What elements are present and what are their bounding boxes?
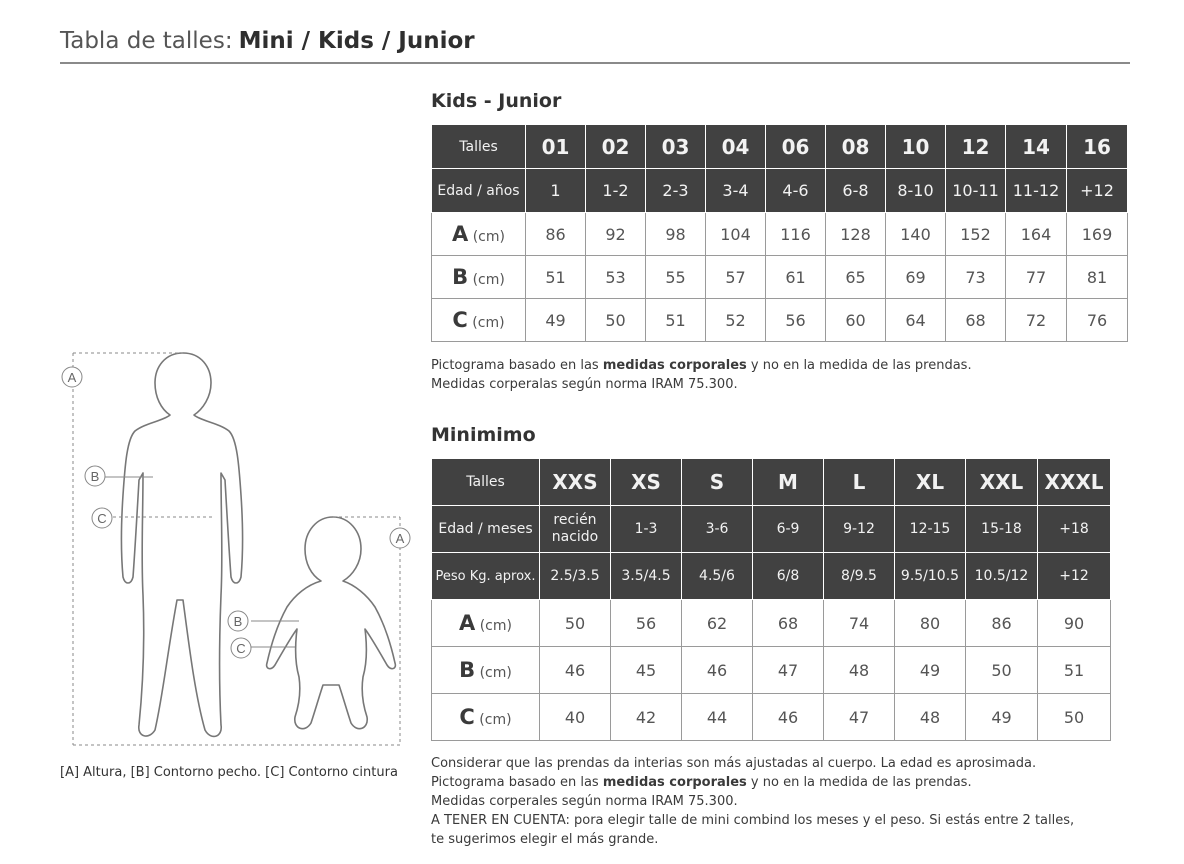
mini-note-line-4: A TENER EN CUENTA: pora elegir talle de mini combind los meses y el peso. Si estás entre 2 talles, (431, 813, 1075, 828)
measure-cell: 61 (766, 256, 826, 299)
age-cell: 9-12 (824, 506, 895, 553)
measure-cell: 51 (1038, 647, 1111, 694)
measure-unit: (cm) (472, 272, 505, 288)
mini-row-edad (432, 506, 1111, 553)
age-cell: 6-9 (753, 506, 824, 553)
kids-note-line-1: Pictograma basado en las medidas corporales y no en la medida de las prendas. (431, 358, 972, 373)
mini-row-c (432, 694, 1111, 741)
svg-text:A: A (67, 370, 77, 385)
size-cell: 10 (886, 125, 946, 169)
kids-row-a (432, 213, 1128, 256)
kids-row-talles (432, 125, 1128, 169)
body-measurement-pictogram (55, 345, 425, 750)
measure-cell: 72 (1006, 299, 1067, 342)
age-cell: 4-6 (766, 169, 826, 213)
measure-cell: 64 (886, 299, 946, 342)
mini-size-table (431, 458, 1111, 741)
size-cell: 16 (1067, 125, 1128, 169)
measure-unit: (cm) (479, 712, 512, 728)
weight-cell: 9.5/10.5 (895, 553, 966, 600)
size-cell: XXXL (1038, 459, 1111, 506)
marker-a-baby (390, 528, 410, 548)
measure-cell: 56 (611, 600, 682, 647)
measure-cell: 104 (706, 213, 766, 256)
row-label (432, 213, 526, 256)
svg-text:B: B (90, 469, 100, 484)
size-cell: XXL (966, 459, 1038, 506)
measure-cell: 169 (1067, 213, 1128, 256)
measure-letter: A (459, 611, 476, 635)
mini-row-b (432, 647, 1111, 694)
mini-row-a (432, 600, 1111, 647)
measure-cell: 73 (946, 256, 1006, 299)
measure-cell: 68 (946, 299, 1006, 342)
measure-cell: 49 (966, 694, 1038, 741)
mini-note-line-5: te sugerimos elegir el más grande. (431, 832, 659, 847)
kids-row-edad (432, 169, 1128, 213)
measure-cell: 50 (586, 299, 646, 342)
marker-c-child (92, 508, 112, 528)
measure-cell: 48 (824, 647, 895, 694)
kids-row-b (432, 256, 1128, 299)
mini-note-line-2: Pictograma basado en las medidas corporales y no en la medida de las prendas. (431, 775, 972, 790)
measure-cell: 128 (826, 213, 886, 256)
header-title: Mini / Kids / Junior (238, 28, 475, 54)
marker-c-baby (231, 638, 251, 658)
size-cell: 03 (646, 125, 706, 169)
measure-letter: C (452, 308, 468, 332)
header-prefix: Tabla de talles: (60, 28, 233, 54)
measure-cell: 81 (1067, 256, 1128, 299)
size-cell: XXS (540, 459, 611, 506)
age-cell: 11-12 (1006, 169, 1067, 213)
age-cell: 3-4 (706, 169, 766, 213)
row-label: Talles (432, 125, 526, 169)
measure-unit: (cm) (479, 618, 512, 634)
measure-cell: 152 (946, 213, 1006, 256)
mini-row-talles (432, 459, 1111, 506)
measure-cell: 55 (646, 256, 706, 299)
size-cell: 06 (766, 125, 826, 169)
measure-cell: 46 (682, 647, 753, 694)
measure-cell: 92 (586, 213, 646, 256)
measure-cell: 46 (753, 694, 824, 741)
kids-row-c (432, 299, 1128, 342)
age-cell: 2-3 (646, 169, 706, 213)
row-label (432, 694, 540, 741)
weight-cell: 10.5/12 (966, 553, 1038, 600)
weight-cell: +12 (1038, 553, 1111, 600)
row-label (432, 299, 526, 342)
size-cell: 01 (526, 125, 586, 169)
measure-cell: 86 (526, 213, 586, 256)
measure-cell: 47 (753, 647, 824, 694)
measure-cell: 50 (540, 600, 611, 647)
measure-cell: 69 (886, 256, 946, 299)
measure-letter: B (452, 265, 469, 289)
measure-cell: 80 (895, 600, 966, 647)
kids-note (431, 356, 972, 394)
mini-note-line-3: Medidas corperales según norma IRAM 75.300. (431, 794, 738, 809)
weight-cell: 6/8 (753, 553, 824, 600)
pictogram-legend: [A] Altura, [B] Contorno pecho. [C] Contorno cintura (60, 765, 398, 780)
kids-note-line-2: Medidas corperalas según norma IRAM 75.300. (431, 377, 738, 392)
kids-size-table (431, 124, 1128, 342)
age-cell: 10-11 (946, 169, 1006, 213)
measure-cell: 53 (586, 256, 646, 299)
measure-cell: 65 (826, 256, 886, 299)
measure-cell: 90 (1038, 600, 1111, 647)
measure-cell: 77 (1006, 256, 1067, 299)
measure-cell: 48 (895, 694, 966, 741)
measure-cell: 44 (682, 694, 753, 741)
age-cell: +18 (1038, 506, 1111, 553)
size-cell: M (753, 459, 824, 506)
measure-cell: 76 (1067, 299, 1128, 342)
mini-row-peso (432, 553, 1111, 600)
measure-cell: 42 (611, 694, 682, 741)
size-cell: 08 (826, 125, 886, 169)
age-cell: +12 (1067, 169, 1128, 213)
measure-unit: (cm) (472, 315, 505, 331)
measure-cell: 45 (611, 647, 682, 694)
row-label: Talles (432, 459, 540, 506)
weight-cell: 8/9.5 (824, 553, 895, 600)
age-cell: 1-2 (586, 169, 646, 213)
age-cell: 12-15 (895, 506, 966, 553)
marker-b-child (85, 466, 105, 486)
age-cell: recién nacido (540, 506, 611, 553)
size-cell: L (824, 459, 895, 506)
weight-cell: 2.5/3.5 (540, 553, 611, 600)
baby-figure (267, 517, 396, 729)
svg-text:A: A (395, 531, 405, 546)
measure-cell: 98 (646, 213, 706, 256)
measure-cell: 56 (766, 299, 826, 342)
svg-text:C: C (236, 641, 246, 656)
size-cell: XS (611, 459, 682, 506)
measure-unit: (cm) (472, 229, 505, 245)
measure-unit: (cm) (479, 665, 512, 681)
header-divider (60, 62, 1130, 64)
age-cell: 15-18 (966, 506, 1038, 553)
measure-cell: 57 (706, 256, 766, 299)
svg-text:C: C (97, 511, 107, 526)
weight-cell: 3.5/4.5 (611, 553, 682, 600)
age-cell: 3-6 (682, 506, 753, 553)
age-cell: 1-3 (611, 506, 682, 553)
size-cell: 14 (1006, 125, 1067, 169)
measure-cell: 51 (646, 299, 706, 342)
mini-section-title: Minimimo (431, 424, 536, 446)
size-cell: 04 (706, 125, 766, 169)
measure-cell: 50 (966, 647, 1038, 694)
age-cell: 6-8 (826, 169, 886, 213)
size-cell: 12 (946, 125, 1006, 169)
measure-cell: 50 (1038, 694, 1111, 741)
measure-cell: 68 (753, 600, 824, 647)
measure-cell: 40 (540, 694, 611, 741)
size-cell: XL (895, 459, 966, 506)
measure-cell: 86 (966, 600, 1038, 647)
measure-cell: 60 (826, 299, 886, 342)
row-label: Peso Kg. aprox. (432, 553, 540, 600)
measure-cell: 46 (540, 647, 611, 694)
weight-cell: 4.5/6 (682, 553, 753, 600)
measure-cell: 140 (886, 213, 946, 256)
marker-a-child (62, 367, 82, 387)
row-label (432, 256, 526, 299)
marker-b-baby (228, 611, 248, 631)
measure-cell: 74 (824, 600, 895, 647)
size-cell: S (682, 459, 753, 506)
measure-cell: 116 (766, 213, 826, 256)
measure-cell: 62 (682, 600, 753, 647)
age-cell: 1 (526, 169, 586, 213)
page-header (60, 28, 475, 54)
mini-notes (431, 754, 1074, 849)
measure-cell: 49 (895, 647, 966, 694)
measure-cell: 164 (1006, 213, 1067, 256)
measure-cell: 51 (526, 256, 586, 299)
kids-section-title: Kids - Junior (431, 90, 562, 112)
size-cell: 02 (586, 125, 646, 169)
row-label: Edad / años (432, 169, 526, 213)
measure-letter: C (459, 705, 475, 729)
measure-letter: A (452, 222, 469, 246)
row-label: Edad / meses (432, 506, 540, 553)
age-cell: 8-10 (886, 169, 946, 213)
mini-note-line-1: Considerar que las prendas da interias son más ajustadas al cuerpo. La edad es aprosimada. (431, 756, 1037, 771)
row-label (432, 600, 540, 647)
svg-text:B: B (233, 614, 243, 629)
measure-letter: B (459, 658, 476, 682)
child-figure (122, 353, 246, 736)
measure-cell: 49 (526, 299, 586, 342)
row-label (432, 647, 540, 694)
measure-cell: 52 (706, 299, 766, 342)
measure-cell: 47 (824, 694, 895, 741)
